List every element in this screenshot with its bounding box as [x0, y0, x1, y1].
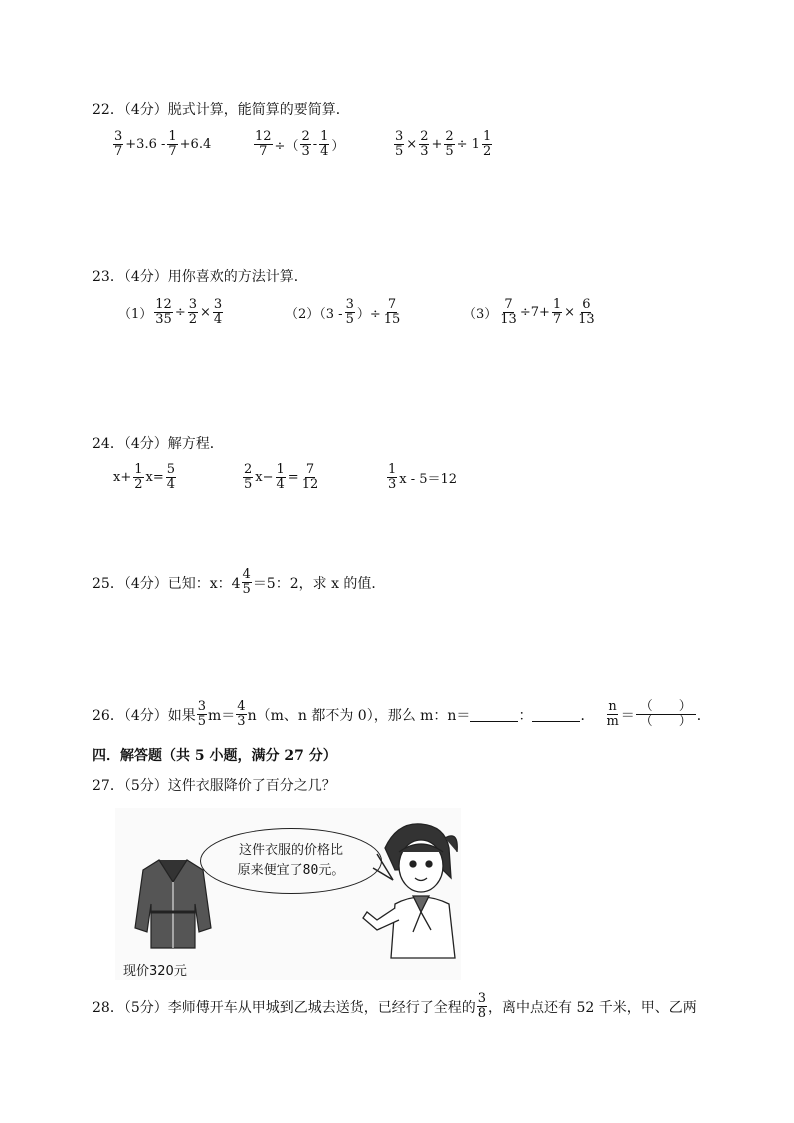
fraction	[394, 130, 404, 159]
denominator: 12	[301, 477, 319, 492]
q25-suffix: ＝5：2，求 x 的值．	[252, 575, 386, 592]
fraction	[387, 463, 397, 492]
math-text: x=	[145, 470, 164, 485]
numerator: 7	[504, 297, 513, 312]
math-text: ÷ 1	[456, 137, 480, 152]
fraction	[605, 700, 619, 729]
fraction	[383, 298, 402, 327]
numerator: 3	[345, 297, 354, 312]
denominator: 35	[155, 312, 172, 327]
question-28	[92, 992, 697, 1021]
numerator: 4	[237, 699, 246, 714]
fraction	[236, 700, 246, 729]
question-25	[92, 568, 385, 597]
question-27-title: 27．（5分）这件衣服降价了百分之几？	[92, 778, 336, 794]
math-text: ÷7+	[519, 305, 550, 320]
question-24-title: 24．（4分）解方程．	[92, 436, 224, 452]
fraction	[213, 298, 223, 327]
fraction	[499, 298, 518, 327]
math-text: （1）	[118, 307, 153, 322]
fraction	[552, 298, 562, 327]
fraction	[154, 298, 173, 327]
numerator: 3	[213, 297, 223, 312]
denominator: 7	[552, 312, 562, 327]
math-text: m＝	[208, 707, 236, 724]
q23-expression-3	[462, 298, 597, 327]
denominator: 7	[114, 144, 123, 159]
numerator: 7	[305, 462, 315, 477]
numerator: 3	[188, 297, 198, 312]
q22-expression-3	[393, 130, 493, 159]
fraction	[188, 298, 198, 327]
fraction	[113, 130, 123, 159]
numerator: 1	[168, 129, 177, 144]
fraction	[166, 463, 176, 492]
denominator: 5	[242, 582, 251, 597]
fraction	[444, 130, 454, 159]
numerator: 2	[301, 129, 310, 144]
denominator: 13	[500, 312, 517, 327]
math-text: +3.6 -	[125, 137, 166, 152]
numerator: 3	[477, 991, 487, 1006]
math-text: ＝	[620, 707, 635, 724]
math-text: n（m、n 都不为 0），那么 m：n＝	[247, 707, 471, 724]
fraction	[319, 130, 329, 159]
numerator: 6	[582, 297, 591, 312]
coat-icon	[135, 860, 211, 948]
denominator: 3	[388, 477, 397, 492]
math-text: ．	[696, 707, 711, 724]
denominator: 13	[578, 312, 595, 327]
denominator: 5	[445, 144, 454, 159]
denominator: 5	[345, 312, 354, 327]
math-text: =	[287, 470, 299, 485]
q23-expression-1	[117, 298, 224, 327]
denominator: 8	[477, 1006, 487, 1021]
denominator: 4	[320, 144, 329, 159]
math-text: ）	[331, 139, 345, 154]
numerator: 2	[420, 129, 429, 144]
math-text: （2）（3 -	[285, 307, 343, 322]
denominator: 7	[168, 144, 177, 159]
numerator: 3	[395, 129, 404, 144]
answer-fraction-blank[interactable]	[636, 700, 696, 729]
numerator: 7	[387, 297, 397, 312]
answer-blank-2[interactable]	[532, 707, 580, 722]
numerator: 12	[155, 297, 172, 312]
denominator: m	[606, 714, 619, 729]
math-text: x - 5＝12	[399, 472, 458, 487]
fraction	[243, 463, 253, 492]
math-text: ）÷	[356, 307, 381, 322]
denominator: 5	[244, 477, 253, 492]
denominator: 7	[259, 144, 268, 159]
numerator: 2	[244, 462, 253, 477]
denominator: 3	[301, 144, 310, 159]
math-text: ÷（	[274, 139, 299, 154]
numerator: 1	[482, 129, 492, 144]
numerator: 12	[255, 129, 272, 144]
numerator: 1	[276, 462, 285, 477]
math-text: x−	[255, 470, 274, 485]
section-4-heading: 四．解答题（共 5 小题，满分 27 分）	[92, 748, 337, 764]
denominator: 3	[237, 714, 246, 729]
numerator: 1	[134, 462, 143, 477]
denominator: 15	[383, 312, 401, 327]
numerator: 1	[388, 462, 397, 477]
math-text: +6.4	[179, 137, 212, 152]
numerator: 3	[197, 699, 207, 714]
fraction	[301, 463, 320, 492]
math-text: ÷	[174, 305, 186, 320]
denominator: 2	[188, 312, 198, 327]
fraction	[577, 298, 596, 327]
q28-prefix: 28．（5分）李师傅开车从甲城到乙城去送货，已经行了全程的	[92, 999, 476, 1016]
denominator: 4	[213, 312, 223, 327]
denominator: 5	[197, 714, 207, 729]
fraction	[345, 298, 355, 327]
q24-equation-3	[386, 463, 458, 492]
fraction	[254, 130, 273, 159]
fraction	[419, 130, 429, 159]
math-text: ×	[200, 305, 211, 320]
speech-bubble	[200, 828, 382, 894]
denominator: 4	[276, 477, 285, 492]
bubble-line-2: 原来便宜了80元。	[237, 863, 345, 878]
fraction	[477, 992, 487, 1021]
numerator: 5	[166, 462, 176, 477]
denominator-blank[interactable]: （ ）	[639, 714, 692, 729]
numerator: 2	[445, 129, 454, 144]
numerator: 4	[242, 567, 251, 582]
denominator: 4	[166, 477, 176, 492]
math-text: ×	[564, 305, 576, 320]
math-text: -	[312, 137, 318, 152]
math-text: ×	[406, 137, 418, 152]
math-text: x+	[113, 470, 132, 485]
fraction	[482, 130, 492, 159]
denominator: 5	[395, 144, 404, 159]
denominator: 2	[134, 477, 143, 492]
numerator-blank[interactable]: （ ）	[636, 700, 696, 715]
q25-prefix: 25．（4分）已知：x：4	[92, 575, 241, 592]
numerator: 3	[114, 129, 123, 144]
fraction	[133, 463, 143, 492]
price-caption: 现价320元	[123, 964, 187, 979]
q24-equation-1	[112, 463, 177, 492]
q28-suffix: ，离中点还有 52 千米，甲、乙两	[488, 999, 697, 1016]
fraction	[276, 463, 286, 492]
numerator: n	[608, 699, 617, 714]
denominator: 2	[482, 144, 492, 159]
numerator: 1	[552, 297, 562, 312]
q22-expression-2	[253, 130, 345, 159]
question-23-title: 23．（4分）用你喜欢的方法计算．	[92, 269, 308, 285]
math-text: ：	[518, 707, 533, 724]
fraction	[197, 700, 207, 729]
denominator: 3	[420, 144, 429, 159]
fraction	[242, 568, 252, 597]
numerator: 1	[320, 129, 329, 144]
question-22-title: 22．（4分）脱式计算，能简算的要简算．	[92, 102, 350, 118]
q23-expression-2	[284, 298, 402, 327]
math-text: （3）	[463, 307, 498, 322]
question-26	[92, 700, 711, 729]
answer-blank-1[interactable]	[470, 707, 518, 722]
q22-expression-1	[112, 130, 212, 159]
fraction	[300, 130, 310, 159]
math-text: ．	[580, 707, 595, 724]
math-text: +	[431, 137, 443, 152]
q24-equation-2	[242, 463, 320, 492]
fraction	[167, 130, 177, 159]
bubble-line-1: 这件衣服的价格比	[238, 843, 343, 858]
q26-prefix: 26．（4分）如果	[92, 707, 196, 724]
